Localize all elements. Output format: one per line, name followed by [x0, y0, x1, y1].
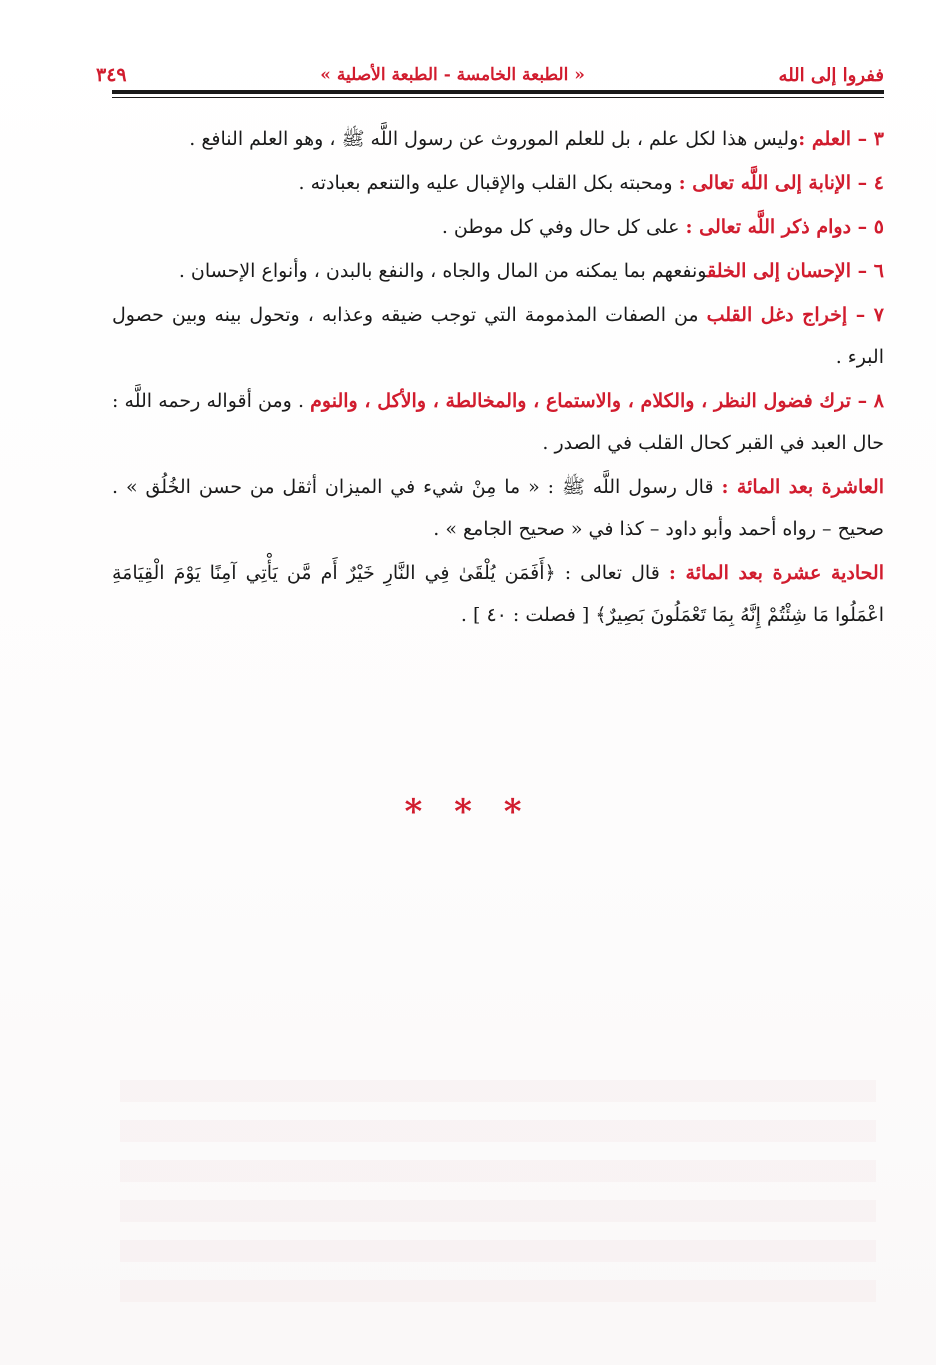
item-text: ونفعهم بما يمكنه من المال والجاه ، والنفع بالبدن ، وأنواع الإحسان .: [178, 260, 708, 282]
benefit-paragraph: [112, 466, 884, 550]
edition-label: « الطبعة الخامسة - الطبعة الأصلية »: [320, 65, 585, 85]
section-separator: * * *: [404, 792, 532, 832]
item-text: . ومن أقواله رحمه اللَّه : حال العبد في القبر كحال القلب في الصدر .: [112, 390, 884, 454]
benefit-label: العاشرة بعد المائة :: [721, 476, 884, 498]
header-rule-thin: [112, 97, 884, 98]
list-item: [112, 250, 884, 292]
list-item: [112, 206, 884, 248]
item-label: ٦ – الإحسان إلى الخلق: [707, 260, 884, 282]
benefit-label: الحادية عشرة بعد المائة :: [668, 562, 885, 584]
item-label: ٣ – العلم :: [798, 128, 884, 150]
item-label: ٥ – دوام ذكر اللَّه تعالى :: [685, 216, 884, 238]
book-title: ففروا إلى الله: [778, 64, 884, 86]
bleed-through-texture: [120, 1080, 876, 1310]
page-number: ٣٤٩: [96, 64, 127, 86]
item-text: من الصفات المذمومة التي توجب ضيقه وعذابه ، وتحول بينه وبين حصول البرء .: [112, 304, 884, 368]
item-label: ٧ – إخراج دغل القلب: [706, 304, 884, 326]
item-label: ٤ – الإنابة إلى اللَّه تعالى :: [678, 172, 884, 194]
list-item: [112, 380, 884, 464]
running-header: [96, 58, 884, 92]
list-item: [112, 118, 884, 160]
item-text: على كل حال وفي كل موطن .: [441, 216, 686, 238]
list-item: [112, 294, 884, 378]
benefit-paragraph: [112, 552, 884, 636]
benefit-text: قال تعالى : ﴿أَفَمَن يُلْقَىٰ فِي النَّارِ خَيْرٌ أَم مَّن يَأْتِي آمِنًا يَوْمَ الْقِيَامَةِ اعْمَلُوا مَا شِئْتُمْ إِنَّهُ بِمَا تَعْمَلُونَ بَصِيرٌ﴾ [ فصلت : ٤٠ ] .: [112, 562, 884, 626]
header-rule-thick: [112, 90, 884, 94]
item-text: ومحبته بكل القلب والإقبال عليه والتنعم بعبادته .: [298, 172, 679, 194]
list-item: [112, 162, 884, 204]
benefit-text: قال رسول اللَّه ﷺ : « ما مِنْ شيء في الميزان أثقل من حسن الخُلُق » . صحيح – رواه أحمد وأبو داود – كذا في « صحيح الجامع » .: [112, 476, 884, 540]
body-text: [112, 118, 884, 638]
item-text: وليس هذا لكل علم ، بل للعلم الموروث عن رسول اللَّه ﷺ ، وهو العلم النافع .: [189, 128, 799, 150]
item-label: ٨ – ترك فضول النظر ، والكلام ، والاستماع ، والمخالطة ، والأكل ، والنوم: [310, 390, 885, 412]
